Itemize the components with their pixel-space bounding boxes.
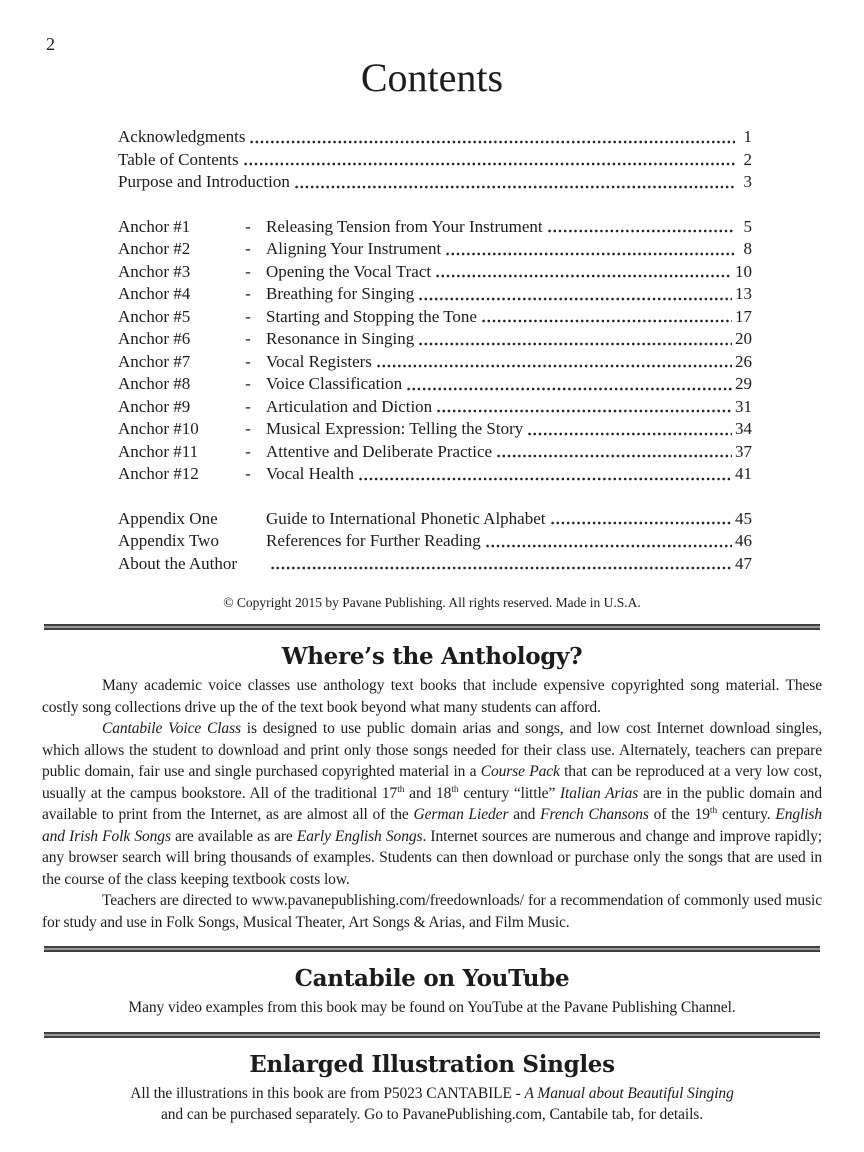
page-number: 2 <box>46 34 55 54</box>
toc-entry-title: Table of Contents <box>118 149 239 169</box>
toc-leader-dots <box>406 373 732 396</box>
toc-entry-title: Articulation and Diction <box>266 396 433 416</box>
toc-entry-page: 34 <box>735 419 752 438</box>
toc-entry <box>118 351 752 374</box>
anthology-paragraph-1: Many academic voice classes use anthology text books that include expensive copyrighted song material. These costly song collections drive up the of the text book beyond what many students can afford. <box>42 677 822 716</box>
toc-entry <box>118 396 752 419</box>
toc-entry-dash: - <box>245 351 251 371</box>
toc-entry-page: 20 <box>735 329 752 348</box>
toc-spacer <box>118 194 752 216</box>
toc-entry-title: Releasing Tension from Your Instrument <box>266 216 543 236</box>
toc-leader-dots <box>496 441 732 464</box>
section-divider <box>44 624 820 630</box>
toc-leader-dots <box>294 171 735 194</box>
toc-entry <box>118 238 752 261</box>
toc-leader-dots <box>376 351 732 374</box>
toc-entry-title: Musical Expression: Telling the Story <box>266 419 524 438</box>
toc-entry-label: Anchor #11 <box>118 441 199 461</box>
toc-entry <box>118 373 752 396</box>
toc-entry-label: Anchor #3 <box>118 261 191 281</box>
anthology-heading: Where’s the Anthology? <box>281 643 583 670</box>
toc-leader-dots <box>445 238 735 261</box>
toc-entry-title: Guide to International Phonetic Alphabet <box>266 508 546 528</box>
toc-entry-label: Anchor #12 <box>118 464 199 483</box>
toc-entry-dash: - <box>245 464 251 483</box>
copyright-line: © Copyright 2015 by Pavane Publishing. All rights reserved. Made in U.S.A. <box>223 595 641 610</box>
toc-entry-label: Anchor #6 <box>118 329 191 348</box>
toc-leader-dots <box>435 261 732 284</box>
toc-entry-title: Vocal Registers <box>266 351 372 371</box>
toc-entry <box>118 149 752 172</box>
toc-entry <box>118 306 752 329</box>
toc-entry <box>118 463 752 486</box>
toc-entry-label: Anchor #4 <box>118 284 191 303</box>
toc-entry-title: Purpose and Introduction <box>118 172 290 191</box>
toc-entry-label: Anchor #1 <box>118 216 191 236</box>
toc-entry-label: Anchor #10 <box>118 419 199 438</box>
contents-title: Contents <box>360 55 504 100</box>
toc-entry-title: Opening the Vocal Tract <box>266 261 432 281</box>
youtube-section <box>0 965 864 1019</box>
toc-entry-dash: - <box>245 396 251 416</box>
toc-entry <box>118 216 752 239</box>
toc-entry-dash: - <box>245 261 251 281</box>
section-divider <box>44 946 820 952</box>
toc-entry-dash: - <box>245 239 251 258</box>
toc-entry <box>118 508 752 531</box>
toc-entry-dash: - <box>245 419 251 438</box>
toc-entry-page: 26 <box>735 351 752 371</box>
toc-leader-dots <box>436 396 732 419</box>
toc-leader-dots <box>418 328 732 351</box>
anthology-section <box>0 643 864 933</box>
singles-line-1: All the illustrations in this book are from P5023 CANTABILE - A Manual about Beautiful Singing <box>130 1084 734 1102</box>
toc-entry-page: 37 <box>735 441 752 461</box>
toc-leader-dots <box>481 306 732 329</box>
toc-entry-page: 5 <box>743 216 752 236</box>
toc-spacer <box>118 486 752 508</box>
toc-entry-dash: - <box>245 441 251 461</box>
toc-entry-label: Anchor #7 <box>118 351 191 371</box>
toc-entry-title: Attentive and Deliberate Practice <box>266 441 493 461</box>
toc-leader-dots <box>243 149 735 172</box>
toc-entry-dash: - <box>245 374 251 393</box>
toc-entry <box>118 553 752 576</box>
youtube-heading: Cantabile on YouTube <box>294 965 570 992</box>
table-of-contents <box>118 126 752 575</box>
toc-entry-label: Appendix Two <box>118 531 219 550</box>
toc-entry-page: 2 <box>743 149 752 169</box>
toc-entry-dash: - <box>245 216 251 236</box>
toc-entry-page: 3 <box>743 172 752 191</box>
toc-entry-page: 1 <box>743 127 752 146</box>
toc-entry <box>118 441 752 464</box>
toc-entry <box>118 530 752 553</box>
anthology-paragraph-3: Teachers are directed to www.pavanepublishing.com/freedownloads/ for a recommendation of commonly used music for study and use in Folk Songs, Musical Theater, Art Songs & Arias, and Film Music. <box>42 892 822 931</box>
toc-entry-page: 10 <box>735 261 752 281</box>
toc-entry-label: Anchor #5 <box>118 306 191 326</box>
toc-entry-page: 13 <box>735 284 752 303</box>
toc-entry-label: Anchor #9 <box>118 396 191 416</box>
toc-entry-title: Breathing for Singing <box>266 284 415 303</box>
toc-entry-title: Aligning Your Instrument <box>266 239 442 258</box>
toc-leader-dots <box>270 553 732 576</box>
toc-leader-dots <box>550 508 733 531</box>
toc-entry <box>118 418 752 441</box>
toc-entry-page: 31 <box>735 396 752 416</box>
toc-entry-title: Vocal Health <box>266 464 354 483</box>
toc-entry-page: 46 <box>735 531 752 550</box>
toc-entry-title: Resonance in Singing <box>266 329 415 348</box>
toc-entry-label: About the Author <box>118 553 237 573</box>
toc-leader-dots <box>418 283 732 306</box>
toc-leader-dots <box>249 126 735 149</box>
toc-entry-page: 17 <box>735 306 752 326</box>
section-divider <box>44 1032 820 1038</box>
toc-entry-label: Appendix One <box>118 508 218 528</box>
toc-leader-dots <box>527 418 732 441</box>
toc-leader-dots <box>358 463 732 486</box>
singles-heading: Enlarged Illustration Singles <box>249 1050 615 1078</box>
toc-leader-dots <box>547 216 735 239</box>
singles-line-2: and can be purchased separately. Go to PavanePublishing.com, Cantabile tab, for details. <box>160 1106 703 1123</box>
toc-entry <box>118 283 752 306</box>
toc-entry-dash: - <box>245 329 251 348</box>
toc-entry-page: 8 <box>743 239 752 258</box>
anthology-paragraph-2: Cantabile Voice Class is designed to use public domain arias and songs, and low cost Internet download singles, which allows the student to download and print only those songs needed for their class use. Alternately, teachers can prepare public domain, fair use and single purchased copyrighted material in a Course Pack that can be reproduced at a very low cost, usually at the campus bookstore. All of the traditional 17th and 18th century “little” Italian Arias are in the public domain and available to print from the Internet, as are almost all of the German Lieder and French Chansons of the 19th century. English and Irish Folk Songs are available as are Early English Songs. Internet sources are numerous and change and improve rapidly; any browser search will bring thousands of examples. Students can then download or purchase only the songs that are used in the course of the class keeping textbook costs low. <box>42 720 823 888</box>
toc-entry <box>118 261 752 284</box>
toc-entry-page: 45 <box>735 508 752 528</box>
toc-entry-label: Anchor #2 <box>118 239 191 258</box>
toc-entry-page: 47 <box>735 553 752 573</box>
toc-entry-title: Starting and Stopping the Tone <box>266 306 477 326</box>
toc-leader-dots <box>485 530 732 553</box>
toc-entry-label: Anchor #8 <box>118 374 191 393</box>
toc-entry <box>118 126 752 149</box>
toc-entry-title: Voice Classification <box>266 374 403 393</box>
toc-entry-page: 29 <box>735 374 752 393</box>
toc-entry-dash: - <box>245 284 251 303</box>
toc-entry <box>118 328 752 351</box>
toc-entry-title: Acknowledgments <box>118 127 246 146</box>
toc-entry <box>118 171 752 194</box>
youtube-text: Many video examples from this book may be found on YouTube at the Pavane Publishing Channel. <box>128 999 736 1016</box>
toc-entry-page: 41 <box>735 464 752 483</box>
toc-entry-dash: - <box>245 306 251 326</box>
toc-entry-title: References for Further Reading <box>266 531 481 550</box>
singles-section <box>0 1051 864 1126</box>
